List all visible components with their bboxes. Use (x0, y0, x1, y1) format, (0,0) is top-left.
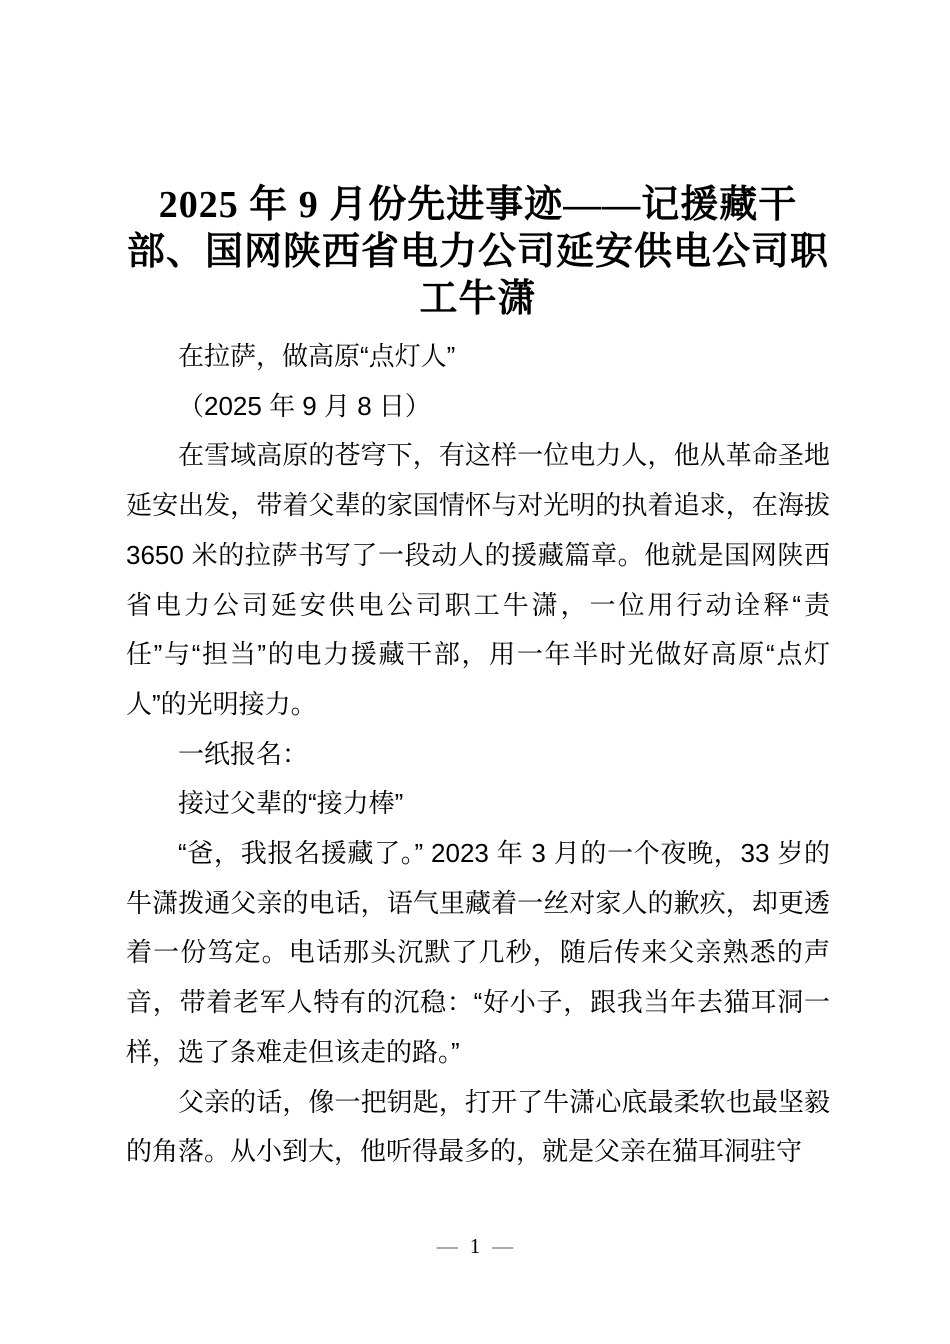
footer-dash-left: — (436, 1234, 458, 1258)
paragraph-section-lead: 一纸报名： (178, 738, 309, 769)
page-number: 1 (469, 1234, 481, 1258)
footer-dash-right: — (492, 1234, 514, 1258)
paragraph-father-words: 父亲的话，像一把钥匙，打开了牛潇心底最柔软也最坚毅的角落。从小到大，他听得最多的，就是父亲在猫耳洞驻守 (126, 1086, 830, 1167)
paragraph-intro: 在雪域高原的苍穹下，有这样一位电力人，他从革命圣地延安出发，带着父辈的家国情怀与对光明的执着追求，在海拔 3650 米的拉萨书写了一段动人的援藏篇章。他就是国网陕西省电力公司延安供电公司职工牛潇，一位用行动诠释“责任”与“担当”的电力援藏干部，用一年半时光做好高原“点灯人”的光明接力。 (126, 440, 830, 719)
document-title: 2025 年 9 月份先进事迹——记援藏干部、国网陕西省电力公司延安供电公司职工牛潇 (126, 184, 829, 320)
paragraph-phone-call: “爸，我报名援藏了。” 2023 年 3 月的一个夜晚，33 岁的牛潇拨通父亲的电话，语气里藏着一丝对家人的歉疚，却更透着一份笃定。电话那头沉默了几秒，随后传来父亲熟悉的声音，带着老军人特有的沉稳：“好小子，跟我当年去猫耳洞一样，选了条难走但该走的路。” (126, 838, 830, 1067)
paragraph-section-title: 接过父辈的“接力棒” (178, 788, 404, 819)
paragraph-date: （2025 年 9 月 8 日） (178, 390, 431, 421)
document-body (126, 332, 830, 1177)
paragraph-subtitle: 在拉萨，做高原“点灯人” (178, 341, 456, 371)
page-footer (0, 1231, 950, 1261)
